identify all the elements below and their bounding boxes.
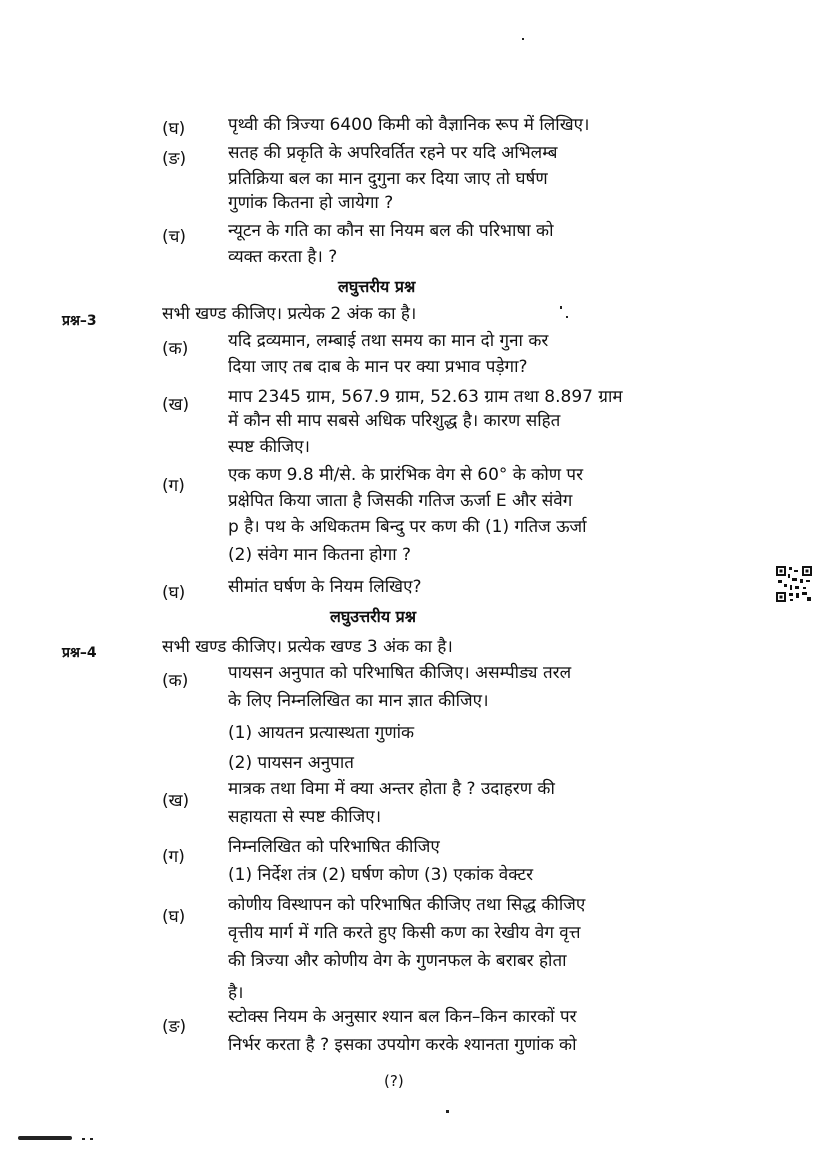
item-text-line: प्रक्षेपित किया जाता है जिसकी गतिज ऊर्जा E और संवेग: [228, 491, 573, 511]
item-text-line: सतह की प्रकृति के अपरिवर्तित रहने पर यदि अभिलम्ब: [228, 143, 558, 163]
item-label: (च): [162, 227, 187, 247]
section-heading: लघुउत्तरीय प्रश्न: [330, 607, 417, 626]
qr-code-icon: [776, 566, 812, 602]
item-text-line: में कौन सी माप सबसे अधिक परिशुद्ध है। कारण सहित: [228, 411, 561, 431]
item-label: (ङ): [162, 149, 187, 169]
item-text-line: की त्रिज्या और कोणीय वेग के गुणनफल के बराबर होता: [228, 951, 567, 971]
item-text-line: के लिए निम्नलिखित का मान ज्ञात कीजिए।: [228, 691, 489, 711]
item-text-line: प्रतिक्रिया बल का मान दुगुना कर दिया जाए तो घर्षण: [228, 169, 548, 189]
item-text-line: स्टोक्स नियम के अनुसार श्यान बल किन–किन कारकों पर: [228, 1007, 577, 1027]
item-text-line: (2) संवेग मान कितना होगा ?: [228, 545, 412, 565]
item-text-line: वृत्तीय मार्ग में गति करते हुए किसी कण का रेखीय वेग वृत्त: [228, 923, 581, 943]
item-label: (ग): [162, 476, 185, 496]
item-label: (ख): [162, 395, 190, 415]
item-label: (ङ): [162, 1017, 187, 1037]
item-text-line: सहायता से स्पष्ट कीजिए।: [228, 807, 382, 827]
scan-smudge: [18, 1136, 72, 1140]
item-text-line: (1) आयतन प्रत्यास्थता गुणांक: [228, 723, 415, 743]
item-text-line: मात्रक तथा विमा में क्या अन्तर होता है ? उदाहरण की: [228, 779, 555, 799]
item-label: (घ): [162, 583, 186, 603]
item-label: (क): [162, 671, 189, 691]
item-label: (क): [162, 339, 189, 359]
item-text-line: माप 2345 ग्राम, 567.9 ग्राम, 52.63 ग्राम तथा 8.897 ग्राम: [228, 387, 623, 407]
item-text-line: एक कण 9.8 मी/से. के प्रारंभिक वेग से 60° के कोण पर: [228, 465, 584, 485]
item-text-line: p है। पथ के अधिकतम बिन्दु पर कण की (1) गतिज ऊर्जा: [228, 517, 587, 537]
item-text-line: दिया जाए तब दाब के मान पर क्या प्रभाव पड़ेगा?: [228, 357, 528, 377]
item-text-line: निर्भर करता है ? इसका उपयोग करके श्यानता गुणांक को: [228, 1035, 577, 1055]
item-text-line: (2) पायसन अनुपात: [228, 753, 354, 773]
item-text-line: पायसन अनुपात को परिभाषित कीजिए। असम्पीड्य तरल: [228, 663, 572, 683]
question-instruction: सभी खण्ड कीजिए। प्रत्येक खण्ड 3 अंक का है।: [162, 637, 453, 657]
item-text-line: व्यक्त करता है। ?: [228, 247, 338, 267]
question-instruction: सभी खण्ड कीजिए। प्रत्येक 2 अंक का है।: [162, 304, 417, 324]
scan-speck: [90, 1138, 93, 1140]
item-text-line: न्यूटन के गति का कौन सा नियम बल की परिभाषा को: [228, 221, 554, 241]
item-text-line: है।: [228, 983, 244, 1003]
item-text-line: यदि द्रव्यमान, लम्बाई तथा समय का मान दो गुना कर: [228, 331, 549, 351]
item-text-line: गुणांक कितना हो जायेगा ?: [228, 193, 394, 213]
scan-speck: [446, 1110, 449, 1113]
scan-speck: [82, 1138, 85, 1140]
page-number: (?): [384, 1072, 404, 1090]
question-number: प्रश्न–4: [62, 645, 97, 661]
item-text-line: निम्नलिखित को परिभाषित कीजिए: [228, 837, 440, 857]
item-label: (घ): [162, 119, 186, 139]
item-label: (घ): [162, 907, 186, 927]
question-number: प्रश्न–3: [62, 313, 97, 329]
section-heading: लघुत्तरीय प्रश्न: [338, 277, 416, 296]
scan-speck: [566, 316, 568, 318]
item-text-line: पृथ्वी की त्रिज्या 6400 किमी को वैज्ञानिक रूप में लिखिए।: [228, 115, 590, 135]
item-text-line: कोणीय विस्थापन को परिभाषित कीजिए तथा सिद्ध कीजिए: [228, 895, 586, 915]
item-text-line: सीमांत घर्षण के नियम लिखिए?: [228, 577, 422, 597]
item-text-line: (1) निर्देश तंत्र (2) घर्षण कोण (3) एकांक वेक्टर: [228, 865, 534, 885]
item-label: (ग): [162, 847, 185, 867]
item-label: (ख): [162, 791, 190, 811]
scan-speck: [522, 38, 524, 40]
scan-speck: [560, 306, 562, 309]
item-text-line: स्पष्ट कीजिए।: [228, 437, 310, 457]
